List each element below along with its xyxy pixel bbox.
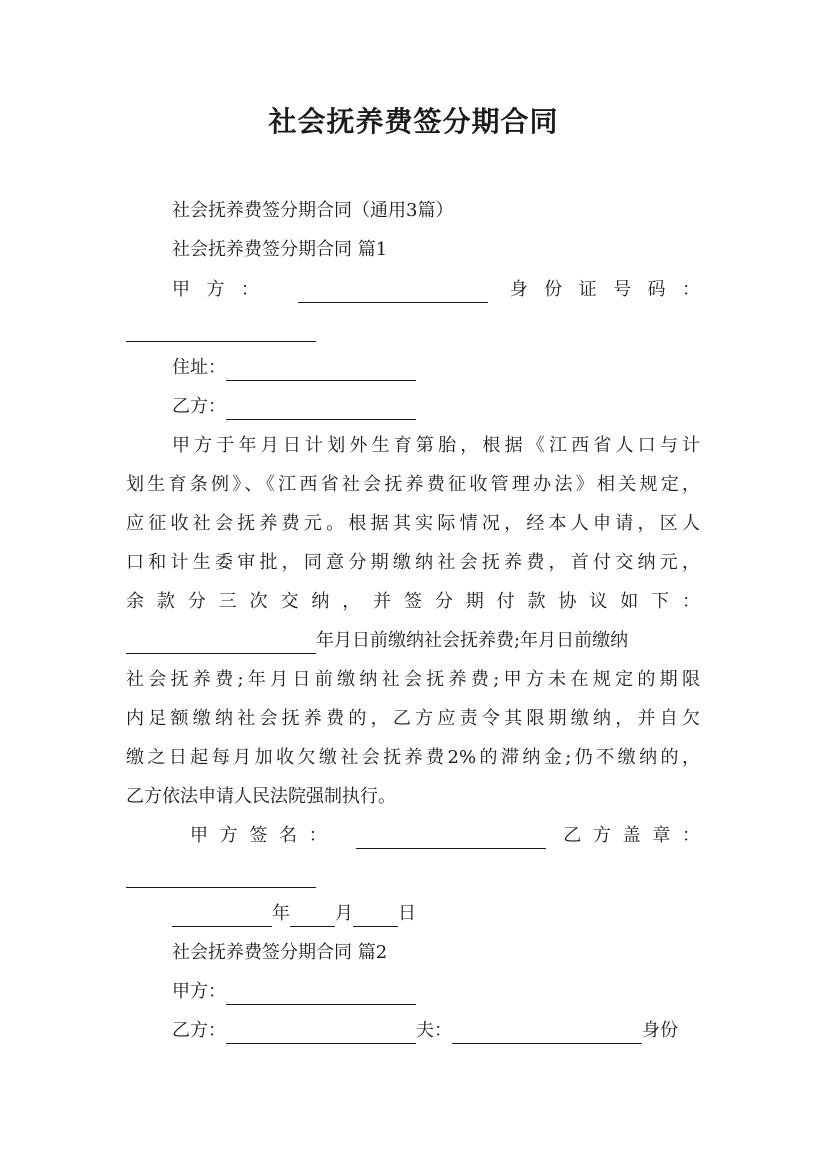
party-b-blank bbox=[226, 1023, 416, 1044]
payment-date-blank bbox=[126, 633, 316, 654]
body-line: 乙方依法申请人民法院强制执行。 bbox=[126, 786, 396, 807]
document-title: 社会抚养费签分期合同 bbox=[268, 105, 559, 138]
party-b-label: 乙方： bbox=[172, 1020, 226, 1041]
party-a-signature-label: 甲方签名： bbox=[190, 825, 339, 846]
id-number-line bbox=[126, 316, 700, 342]
body-line: 余款分三次交纳，并签分期付款协议如下： bbox=[126, 591, 700, 612]
part1-heading: 社会抚养费签分期合同 篇1 bbox=[172, 239, 388, 260]
day-label: 日 bbox=[398, 903, 416, 924]
part2-party-a-line bbox=[172, 979, 700, 1005]
id-number-blank bbox=[126, 321, 316, 342]
year-label: 年 bbox=[272, 903, 290, 924]
part2-party-b-line bbox=[172, 1018, 700, 1044]
party-b-seal-label: 乙方盖章： bbox=[563, 825, 701, 846]
month-label: 月 bbox=[335, 903, 353, 924]
party-a-blank bbox=[298, 282, 488, 303]
body-line: 年月日前缴纳社会抚养费;年月日前缴纳 bbox=[316, 630, 629, 651]
day-blank bbox=[353, 906, 398, 927]
husband-blank bbox=[452, 1023, 642, 1044]
body-line: 划生育条例》、《江西省社会抚养费征收管理办法》相关规定， bbox=[126, 474, 700, 495]
party-b-seal-blank bbox=[126, 867, 316, 888]
seal-line bbox=[126, 862, 700, 888]
party-a-label: 甲方： bbox=[172, 981, 226, 1002]
address-blank bbox=[226, 360, 416, 381]
part1-party-a-line bbox=[172, 277, 700, 303]
body-line: 社会抚养费;年月日前缴纳社会抚养费;甲方未在规定的期限 bbox=[126, 669, 700, 690]
party-b-label: 乙方： bbox=[172, 396, 226, 417]
date-line bbox=[172, 901, 700, 927]
body-line: 甲方于年月日计划外生育第胎，根据《江西省人口与计 bbox=[172, 435, 700, 456]
id-number-label: 身份证号码： bbox=[509, 279, 700, 300]
address-label: 住址： bbox=[172, 357, 226, 378]
part2-heading: 社会抚养费签分期合同 篇2 bbox=[172, 942, 388, 963]
body-line: 内足额缴纳社会抚养费的，乙方应责令其限期缴纳，并自欠 bbox=[126, 708, 700, 729]
body-line: 应征收社会抚养费元。根据其实际情况，经本人申请，区人 bbox=[126, 513, 700, 534]
part1-party-b-line bbox=[172, 394, 700, 420]
address-line bbox=[172, 355, 700, 381]
body-line: 口和计生委审批，同意分期缴纳社会抚养费，首付交纳元， bbox=[126, 552, 700, 573]
body-line: 缴之日起每月加收欠缴社会抚养费2%的滞纳金;仍不缴纳的， bbox=[126, 747, 700, 768]
party-a-label: 甲方： bbox=[172, 279, 276, 300]
husband-label: 夫： bbox=[416, 1020, 452, 1041]
month-blank bbox=[290, 906, 335, 927]
party-a-signature-blank bbox=[356, 828, 546, 849]
body-line-with-blank bbox=[126, 628, 700, 654]
year-blank bbox=[172, 906, 272, 927]
party-b-blank bbox=[226, 399, 416, 420]
document-subtitle: 社会抚养费签分期合同（通用3篇） bbox=[172, 200, 454, 221]
signature-line bbox=[190, 823, 700, 849]
party-a-blank bbox=[226, 984, 416, 1005]
id-label: 身份 bbox=[642, 1020, 678, 1041]
